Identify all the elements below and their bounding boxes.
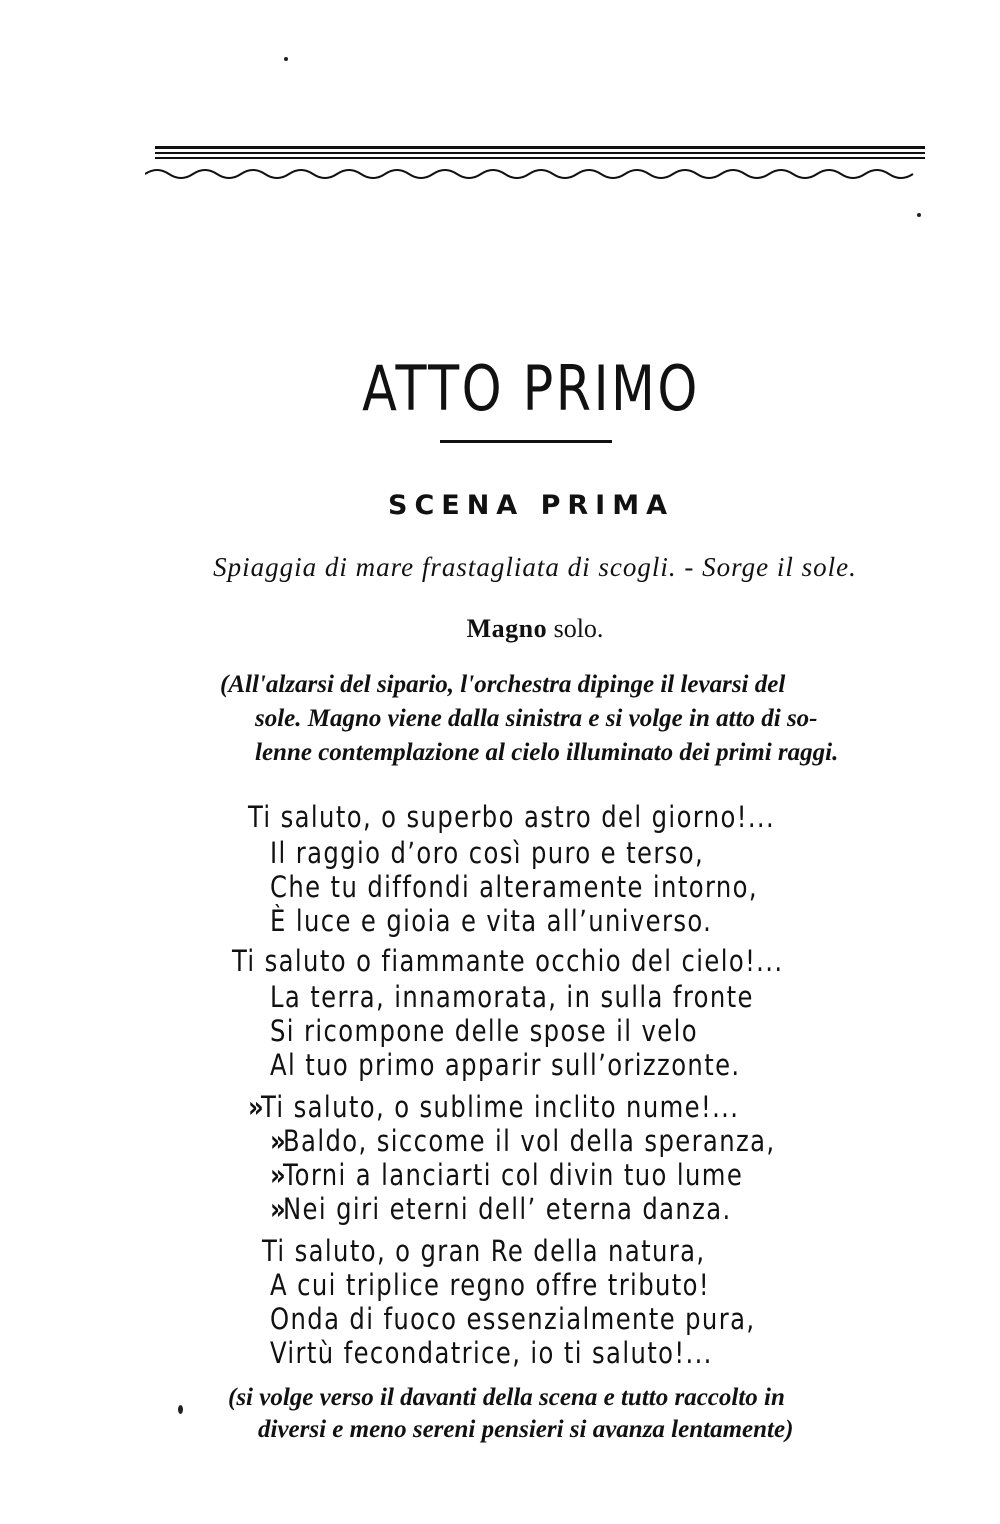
act-title: ATTO PRIMO [362,352,700,425]
closing-direction-line: diversi e meno sereni pensieri si avanza lentamente) [258,1416,794,1443]
verse-line: »Nei giri eterni dell’ eterna danza. [270,1192,732,1226]
print-speck [178,1405,183,1414]
verse-line: Al tuo primo apparir sull’orizzonte. [270,1048,741,1082]
verse-line: A cui triplice regno offre tributo! [270,1268,711,1302]
stage-direction-line: lenne contemplazione al cielo illuminato dei primi raggi. [255,739,839,766]
verse-line: »Ti saluto, o sublime inclito nume!... [248,1090,740,1124]
verse-line: Che tu diffondi alteramente intorno, [270,870,758,904]
verse-line: È luce e gioia e vita all’universo. [270,904,713,938]
stage-direction-line: (All'alzarsi del sipario, l'orchestra dipinge il levarsi del [220,671,786,698]
title-underline [440,440,612,443]
verse-line: Ti saluto, o gran Re della natura, [262,1234,706,1268]
print-speck [284,57,288,61]
verse-line: Ti saluto, o superbo astro del giorno!... [248,800,776,834]
header-rule [155,146,925,162]
print-speck [917,213,921,217]
scene-title: SCENA PRIMA [388,490,674,521]
verse-line: Virtù fecondatrice, io ti saluto!... [270,1336,713,1370]
verse-line: Si ricompone delle spose il velo [270,1014,698,1048]
closing-direction-line: (si volge verso il davanti della scena e tutto raccolto in [228,1384,785,1411]
verse-line: La terra, innamorata, in sulla fronte [270,980,754,1014]
scene-setting: Spiaggia di mare frastagliata di scogli. - Sorge il sole. [213,552,857,582]
character-name: Magno [466,614,548,643]
character-line [0,614,1000,644]
character-note: solo. [553,614,604,643]
verse-line: Ti saluto o fiammante occhio del cielo!... [232,944,784,978]
verse-line: »Torni a lanciarti col divin tuo lume [270,1158,744,1192]
verse-line: Onda di fuoco essenzialmente pura, [270,1302,756,1336]
stage-direction-line: sole. Magno viene dalla sinistra e si volge in atto di so- [255,705,818,732]
verse-line: »Baldo, siccome il vol della speranza, [270,1124,776,1158]
verse-line: Il raggio d’oro così puro e terso, [270,836,705,870]
wavy-ornament [145,162,920,182]
